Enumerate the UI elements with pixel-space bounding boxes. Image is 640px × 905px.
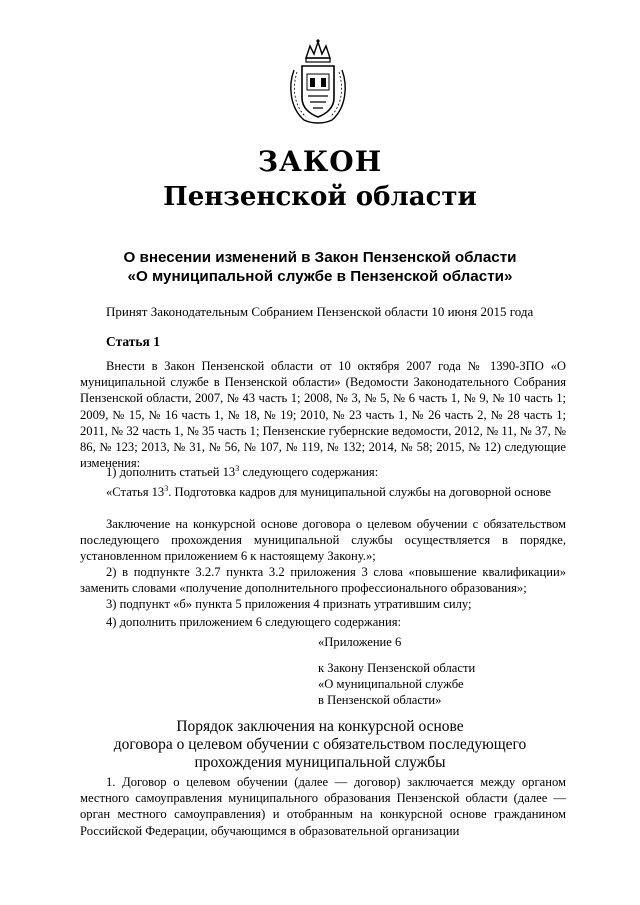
appendix-label: «Приложение 6 [318, 635, 402, 649]
article-intro: Внести в Закон Пензенской области от 10 октября 2007 года № 1390-ЗПО «О муниципальной службе в Пензенской области» (Ведомости Законодательного Собрания Пензенской области, 2007, № 43 часть 1; 2008, № 3, № 5, № 6 часть 1, № 9, № 10 часть 1; 2009, № 15, № 16 часть 1, № 18, № 19; 2010, № 23 часть 1, № 26 часть 2, № 28 часть 1; 2011, № 32 часть 1, № 35 часть 1; Пензенские губернские ведомости, 2012, № 11, № 37, № 86, № 123; 2013, № 31, № 56, № 107, № 119, № 132; 2014, № 58; 2015, № 12) следующие изменения: [80, 359, 566, 471]
new-article-body: Заключение на конкурсной основе договора о целевом обучении с обязательством последующего прохождения муниципальной службы осуществляется в порядке, установленном приложением 6 к настоящему Закону.»; [80, 517, 566, 564]
amendment-item-1: 1) дополнить статьей $13^3$ следующего содержания: [106, 463, 379, 479]
appendix-ref-line-2: «О муниципальной службе [318, 677, 464, 691]
appendix-ref-line-1: к Закону Пензенской области [318, 661, 476, 675]
new-article-heading: «Статья $13^3$. Подготовка кадров для муниципальной службы на договорной основе [106, 483, 552, 499]
article-heading: Статья 1 [106, 334, 160, 349]
amendment-item-2: 2) в подпункте 3.2.7 пункта 3.2 приложения 3 слова «повышение квалификации» заменить словами «получение дополнительного профессионального образования»; [80, 565, 566, 596]
amendment-item-4: 4) дополнить приложением 6 следующего содержания: [106, 615, 402, 629]
law-region: Пензенской области [163, 182, 477, 212]
law-subject-line-2: «О муниципальной службе в Пензенской области» [127, 268, 513, 285]
order-title-line-2: договора о целевом обучении с обязательством последующего [113, 736, 527, 753]
law-title: ЗАКОН [257, 145, 383, 178]
law-subject-line-1: О внесении изменений в Закон Пензенской области [123, 249, 517, 266]
amendment-item-3: 3) подпункт «б» пункта 5 приложения 4 признать утратившим силу; [106, 597, 472, 611]
appendix-ref-line-3: в Пензенской области» [318, 693, 442, 707]
order-title-line-3: прохождения муниципальной службы [194, 754, 446, 771]
order-title-line-1: Порядок заключения на конкурсной основе [176, 718, 464, 735]
adoption-note: Принят Законодательным Собранием Пензенской области 10 июня 2015 года [106, 304, 534, 319]
order-paragraph-1: 1. Договор о целевом обучении (далее — договор) заключается между органом местного самоуправления муниципального образования Пензенской области (далее — орган местного самоуправления) и отобранным на конкурсной основе гражданином Российской Федерации, обучающимся в образовательной организации [80, 775, 566, 838]
penza-coat-of-arms-icon [286, 38, 350, 126]
